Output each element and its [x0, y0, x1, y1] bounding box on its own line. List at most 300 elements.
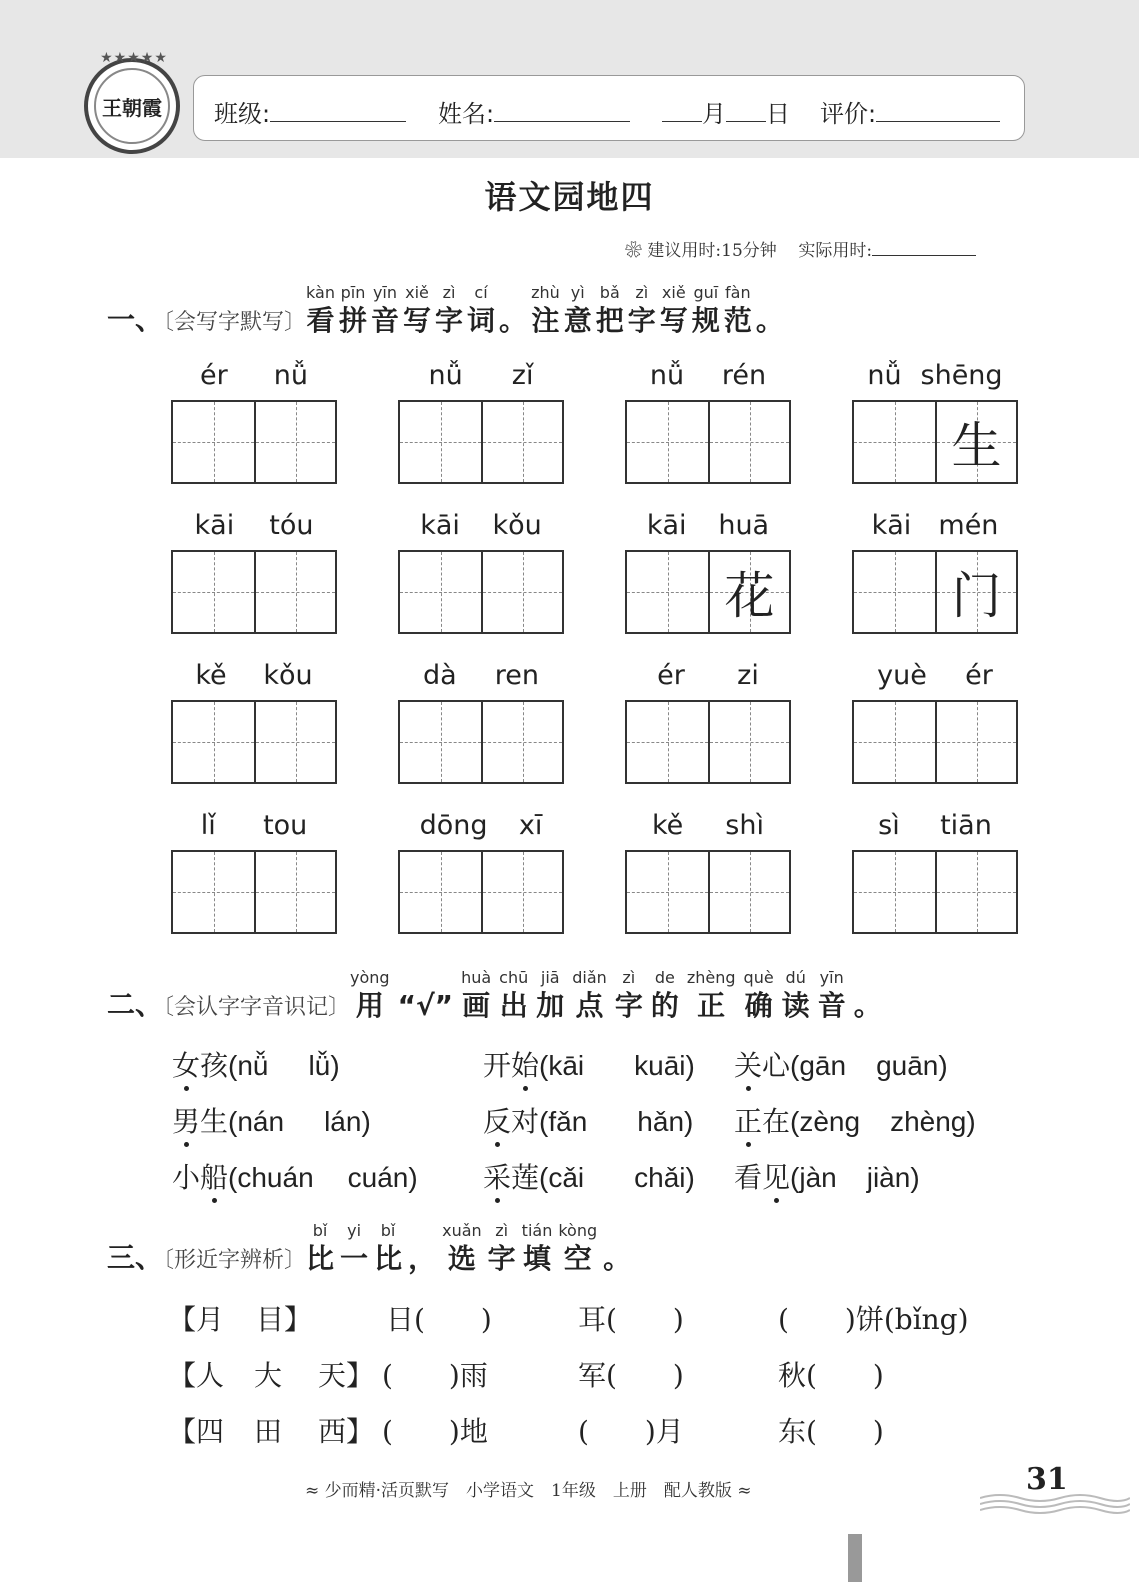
char-post: 莲 — [511, 1161, 540, 1194]
hanzi: 字 — [487, 1242, 516, 1275]
pinyin-syllable: shēng — [920, 360, 1003, 391]
writing-cell[interactable] — [708, 852, 789, 932]
pronunciation-item — [483, 1156, 695, 1196]
hanzi: 音 — [817, 989, 846, 1022]
options: (cǎi chǎi) — [539, 1162, 695, 1193]
writing-cell[interactable] — [854, 702, 935, 782]
writing-cell[interactable] — [481, 402, 562, 482]
page-number: 31 — [1026, 1462, 1068, 1497]
hanzi: 写 — [659, 304, 688, 337]
writing-cell[interactable] — [254, 702, 335, 782]
fill-blank-row — [168, 1354, 1028, 1394]
pinyin-syllable: ér — [657, 660, 685, 691]
char-post: 孩 — [200, 1049, 229, 1082]
writing-cell[interactable] — [627, 852, 708, 932]
writing-cell[interactable] — [627, 402, 708, 482]
pronunciation-item — [734, 1044, 948, 1084]
instruction-char — [467, 282, 495, 338]
instruction-char — [651, 967, 679, 1023]
section3-instruction — [306, 1220, 637, 1276]
pinyin-syllable: sì — [878, 810, 900, 841]
fill-blank-item[interactable]: ( )饼(bǐng) — [778, 1303, 969, 1336]
writing-cell[interactable] — [173, 402, 254, 482]
tianzige-box — [852, 400, 1018, 484]
writing-cell[interactable] — [481, 702, 562, 782]
pinyin-syllable: zǐ — [511, 360, 534, 391]
word-grid-item — [852, 360, 1018, 484]
word — [734, 1105, 790, 1138]
pinyin: huà — [461, 968, 492, 987]
dotted-char: 正 — [734, 1105, 763, 1138]
option-2[interactable]: jiàn — [866, 1162, 911, 1193]
hanzi: 选 — [447, 1242, 476, 1275]
options: (jàn jiàn) — [790, 1162, 920, 1193]
pronunciation-item — [734, 1156, 920, 1196]
option-1[interactable]: nán — [237, 1106, 285, 1137]
fill-blank-item[interactable]: 秋( ) — [778, 1359, 884, 1392]
section2-number: 二、 — [107, 988, 164, 1021]
option-1[interactable]: gān — [799, 1050, 847, 1081]
tianzige-box — [625, 400, 791, 484]
word-pinyin — [852, 510, 1018, 550]
pinyin: zhù — [531, 283, 560, 302]
given-char — [256, 552, 335, 632]
writing-cell[interactable] — [254, 402, 335, 482]
instruction-char — [558, 1220, 597, 1276]
writing-cell[interactable] — [935, 852, 1016, 932]
instruction-char — [522, 1220, 553, 1276]
pinyin — [756, 282, 784, 304]
given-char — [256, 852, 335, 932]
writing-cell[interactable] — [400, 852, 481, 932]
pinyin: de — [654, 968, 675, 987]
pinyin-syllable: kāi — [871, 510, 912, 541]
name-field[interactable] — [494, 102, 630, 122]
section2-heading — [107, 967, 890, 1023]
tianzige-box — [625, 550, 791, 634]
dotted-char: 男 — [172, 1105, 201, 1138]
pinyin: zì — [635, 283, 649, 302]
section2-instruction — [350, 967, 890, 1023]
writing-cell[interactable] — [935, 402, 1016, 482]
dotted-char: 船 — [200, 1161, 229, 1194]
tianzige-box — [171, 700, 337, 784]
writing-cell[interactable] — [935, 552, 1016, 632]
options: (nán lán) — [228, 1106, 371, 1137]
word-grid-item — [398, 660, 564, 784]
eval-label: 评价: — [820, 100, 877, 128]
hanzi: 拼 — [338, 304, 367, 337]
pinyin-syllable: tiān — [940, 810, 992, 841]
writing-cell[interactable] — [708, 702, 789, 782]
instruction-char — [724, 282, 752, 338]
student-info-box — [193, 75, 1025, 141]
pinyin: bǐ — [380, 1221, 396, 1240]
pinyin-syllable: yuè — [877, 660, 927, 691]
section1-heading — [107, 282, 788, 338]
given-char — [937, 852, 1016, 932]
writing-cell[interactable] — [254, 852, 335, 932]
writing-cell[interactable] — [400, 402, 481, 482]
fill-blank-item[interactable]: ( )地 — [382, 1415, 488, 1448]
hanzi: 比 — [374, 1242, 403, 1275]
writing-cell[interactable] — [854, 552, 935, 632]
char-post: 生 — [200, 1105, 229, 1138]
given-char — [854, 402, 935, 482]
page-title: 语文园地四 — [484, 178, 655, 216]
pinyin: diǎn — [572, 968, 607, 987]
writing-cell[interactable] — [254, 552, 335, 632]
writing-cell[interactable] — [627, 702, 708, 782]
pinyin-syllable: tou — [263, 810, 308, 841]
instruction-char — [692, 282, 720, 338]
options: (fǎn hǎn) — [539, 1106, 694, 1137]
hanzi: 比 — [306, 1242, 335, 1275]
hanzi: 写 — [403, 304, 432, 337]
given-char — [173, 852, 254, 932]
pinyin-syllable: dà — [423, 660, 457, 691]
hanzi: 一 — [340, 1242, 369, 1275]
group-char: 大 — [254, 1359, 283, 1392]
hanzi: 用 — [355, 989, 384, 1022]
word-grid-item — [398, 360, 564, 484]
actual-time-label: 实际用时: — [798, 241, 873, 261]
dotted-char: 女 — [172, 1049, 201, 1082]
pronunciation-item — [172, 1156, 418, 1196]
option-1[interactable]: nǚ — [237, 1050, 269, 1081]
tianzige-box — [625, 850, 791, 934]
writing-cell[interactable] — [627, 552, 708, 632]
writing-cell[interactable] — [708, 552, 789, 632]
section1-tag: 〔会写字默写〕 — [163, 310, 307, 335]
word-grid-item — [625, 810, 791, 934]
hanzi: 。 — [499, 304, 528, 337]
name-label: 姓名: — [438, 100, 495, 128]
fill-blank-item[interactable]: ( )月 — [578, 1415, 684, 1448]
instruction-char — [339, 282, 367, 338]
instruction-char — [371, 282, 399, 338]
pinyin: guī — [693, 283, 719, 302]
instruction-char — [564, 282, 592, 338]
given-char: 生 — [951, 417, 1002, 475]
hanzi: 画 — [462, 989, 491, 1022]
tianzige-box — [398, 400, 564, 484]
pinyin-syllable: ér — [965, 660, 993, 691]
hanzi: 字 — [627, 304, 656, 337]
instruction-char — [306, 1220, 334, 1276]
hanzi: 。 — [755, 304, 784, 337]
dotted-char: 关 — [734, 1049, 763, 1082]
hanzi: “√” — [397, 989, 454, 1022]
word-grid-item — [625, 360, 791, 484]
pronunciation-item — [483, 1100, 693, 1140]
pinyin: xiě — [405, 283, 429, 302]
pinyin-syllable: mén — [938, 510, 999, 541]
word-pinyin — [852, 360, 1018, 400]
class-field[interactable] — [270, 102, 406, 122]
pinyin: zhèng — [686, 968, 736, 987]
instruction-char — [854, 967, 882, 1023]
instruction-char — [442, 1220, 482, 1276]
dotted-char: 反 — [483, 1105, 512, 1138]
pinyin: bǎ — [599, 283, 620, 302]
class-label: 班级: — [214, 100, 271, 128]
hanzi: 规 — [691, 304, 720, 337]
section3-heading — [107, 1220, 637, 1276]
writing-cell[interactable] — [854, 402, 935, 482]
tianzige-box — [852, 550, 1018, 634]
word-pinyin — [852, 660, 1018, 700]
pinyin: dú — [785, 968, 806, 987]
options: (gān guān) — [790, 1050, 948, 1081]
pinyin: kòng — [558, 1221, 598, 1240]
word-pinyin — [398, 510, 564, 550]
pinyin: cí — [474, 283, 488, 302]
actual-time-field[interactable] — [872, 238, 976, 256]
fill-blank-item[interactable]: 日( ) — [386, 1303, 492, 1336]
month-label: 月 — [702, 100, 726, 128]
word-grid-item — [398, 510, 564, 634]
word-pinyin — [625, 810, 791, 850]
instruction-char — [744, 967, 774, 1023]
writing-cell[interactable] — [854, 852, 935, 932]
word — [734, 1161, 790, 1194]
pinyin-syllable: kāi — [646, 510, 687, 541]
word — [734, 1049, 790, 1082]
given-char — [400, 402, 481, 482]
writing-cell[interactable] — [935, 702, 1016, 782]
pinyin: zì — [442, 283, 456, 302]
fill-blank-item[interactable]: 军( ) — [578, 1359, 684, 1392]
pinyin: tián — [521, 1221, 553, 1240]
given-char — [854, 852, 935, 932]
writing-cell[interactable] — [173, 852, 254, 932]
eval-field[interactable] — [876, 102, 1000, 122]
pinyin-syllable: kǒu — [263, 660, 313, 691]
hanzi: 正 — [697, 989, 726, 1022]
pinyin: fàn — [725, 283, 751, 302]
pinyin-syllable: nǚ — [867, 360, 902, 391]
instruction-char — [403, 282, 431, 338]
fill-blank-item[interactable]: 东( ) — [778, 1415, 884, 1448]
instruction-char — [660, 282, 688, 338]
given-char — [710, 702, 789, 782]
hanzi: 字 — [435, 304, 464, 337]
option-2[interactable]: hǎn — [637, 1106, 685, 1137]
instruction-char — [488, 1220, 516, 1276]
given-char — [483, 402, 562, 482]
given-char — [173, 402, 254, 482]
section1-number: 一、 — [107, 303, 164, 336]
pinyin-syllable: xī — [518, 810, 543, 841]
instruction-char — [536, 967, 564, 1023]
hanzi: 看 — [306, 304, 335, 337]
hanzi: 意 — [563, 304, 592, 337]
hanzi: 读 — [781, 989, 810, 1022]
group-char: 目】 — [256, 1303, 313, 1336]
char-post: 在 — [762, 1105, 791, 1138]
given-char — [400, 552, 481, 632]
option-1[interactable]: zèng — [799, 1106, 861, 1137]
options: (nǚ lǚ) — [228, 1050, 340, 1081]
group-char: 田 — [254, 1415, 283, 1448]
writing-cell[interactable] — [481, 852, 562, 932]
pinyin-syllable: kě — [652, 810, 684, 841]
option-1[interactable]: cǎi — [548, 1162, 585, 1193]
instruction-char — [340, 1220, 368, 1276]
month-field[interactable] — [662, 102, 702, 122]
word-grid-item — [171, 360, 337, 484]
pinyin: què — [743, 968, 774, 987]
word-pinyin — [171, 360, 337, 400]
pinyin: yīn — [819, 968, 844, 987]
instruction-char — [756, 282, 784, 338]
tianzige-box — [171, 400, 337, 484]
writing-cell[interactable] — [400, 702, 481, 782]
day-field[interactable] — [726, 102, 766, 122]
hanzi: 范 — [723, 304, 752, 337]
section3-number: 三、 — [107, 1241, 164, 1274]
given-char: 门 — [951, 567, 1002, 625]
pinyin-syllable: ér — [200, 360, 228, 391]
option-2[interactable]: kuāi — [634, 1050, 686, 1081]
pinyin: chū — [499, 968, 529, 987]
pinyin — [408, 1220, 436, 1242]
hanzi: 字 — [614, 989, 643, 1022]
given-char — [627, 552, 708, 632]
pinyin: bǐ — [312, 1221, 328, 1240]
writing-cell[interactable] — [400, 552, 481, 632]
hanzi: 填 — [523, 1242, 552, 1275]
given-char: 花 — [724, 567, 775, 625]
char-post: 对 — [511, 1105, 540, 1138]
section3-tag: 〔形近字辨析〕 — [163, 1248, 307, 1273]
pinyin: kàn — [306, 283, 335, 302]
word — [172, 1161, 228, 1194]
day-label: 日 — [766, 100, 790, 128]
word-grid-item — [852, 660, 1018, 784]
given-char — [173, 552, 254, 632]
pinyin-syllable: lǐ — [200, 810, 216, 841]
footer-text: ≈ 少而精·活页默写 小学语文 1年级 上册 配人教版 ≈ — [305, 1481, 752, 1501]
writing-cell[interactable] — [481, 552, 562, 632]
pinyin — [398, 967, 453, 989]
given-char — [483, 552, 562, 632]
pinyin-syllable: kě — [195, 660, 227, 691]
pinyin-syllable: nǚ — [273, 360, 308, 391]
pinyin — [499, 282, 527, 304]
writing-cell[interactable] — [173, 552, 254, 632]
writing-cell[interactable] — [173, 702, 254, 782]
pinyin-syllable: nǚ — [428, 360, 463, 391]
given-char — [173, 702, 254, 782]
instruction-char — [398, 967, 453, 1023]
pronunciation-item — [734, 1100, 976, 1140]
word-pinyin — [398, 360, 564, 400]
dotted-char: 见 — [762, 1161, 791, 1194]
instruction-char — [435, 282, 463, 338]
flower-icon: ❀ — [625, 241, 642, 261]
given-char — [627, 702, 708, 782]
pinyin-syllable: dōng — [419, 810, 488, 841]
pinyin-syllable: kǒu — [492, 510, 542, 541]
tianzige-box — [171, 550, 337, 634]
group-char: 【月 — [168, 1303, 225, 1336]
option-2[interactable]: lǚ — [308, 1050, 331, 1081]
pinyin: yì — [570, 283, 585, 302]
word-pinyin — [625, 510, 791, 550]
writing-cell[interactable] — [708, 402, 789, 482]
time-hint — [625, 236, 976, 261]
dotted-char: 采 — [483, 1161, 512, 1194]
hanzi: 确 — [744, 989, 773, 1022]
options: (kāi kuāi) — [539, 1050, 695, 1081]
word-grid-item — [398, 810, 564, 934]
instruction-char — [408, 1220, 436, 1276]
word-pinyin — [171, 510, 337, 550]
option-1[interactable]: fǎn — [548, 1106, 588, 1137]
instruction-char — [499, 282, 527, 338]
option-2[interactable]: zhèng — [890, 1106, 967, 1137]
given-char — [256, 402, 335, 482]
option-1[interactable]: chuán — [237, 1162, 314, 1193]
instruction-char — [628, 282, 656, 338]
hanzi: 点 — [575, 989, 604, 1022]
fill-blank-row — [168, 1298, 1028, 1338]
hanzi: 。 — [853, 989, 882, 1022]
option-1[interactable]: jàn — [799, 1162, 837, 1193]
given-char — [854, 552, 935, 632]
instruction-char — [350, 967, 390, 1023]
instruction-char — [531, 282, 560, 338]
pinyin — [854, 967, 882, 989]
pinyin-syllable: kāi — [194, 510, 235, 541]
option-2[interactable]: chǎi — [634, 1162, 686, 1193]
word-grid-item — [625, 660, 791, 784]
option-1[interactable]: kāi — [548, 1050, 585, 1081]
pinyin: pīn — [340, 283, 366, 302]
given-char — [483, 852, 562, 932]
fill-blank-item[interactable]: ( )雨 — [382, 1359, 488, 1392]
given-char — [854, 702, 935, 782]
pinyin: yi — [347, 1221, 362, 1240]
word-grid-item — [852, 510, 1018, 634]
option-2[interactable]: cuán — [347, 1162, 409, 1193]
given-char — [400, 702, 481, 782]
option-2[interactable]: guān — [876, 1050, 939, 1081]
given-char — [937, 702, 1016, 782]
pinyin — [603, 1220, 631, 1242]
instruction-char — [615, 967, 643, 1023]
hanzi: 注 — [531, 304, 560, 337]
fill-blank-item[interactable]: 耳( ) — [578, 1303, 684, 1336]
pinyin-syllable: tóu — [269, 510, 314, 541]
pinyin-syllable: kāi — [420, 510, 460, 541]
pinyin-syllable: huā — [718, 510, 770, 541]
instruction-char — [499, 967, 528, 1023]
char-pre: 小 — [172, 1161, 201, 1194]
option-2[interactable]: lán — [324, 1106, 362, 1137]
char-pre: 看 — [734, 1161, 763, 1194]
given-char — [627, 852, 708, 932]
word-pinyin — [171, 810, 337, 850]
group-char: 【四 — [168, 1415, 225, 1448]
tianzige-box — [852, 850, 1018, 934]
word — [483, 1049, 539, 1082]
pinyin: zì — [495, 1221, 509, 1240]
word-pinyin — [398, 810, 564, 850]
dotted-char: 始 — [511, 1049, 540, 1082]
